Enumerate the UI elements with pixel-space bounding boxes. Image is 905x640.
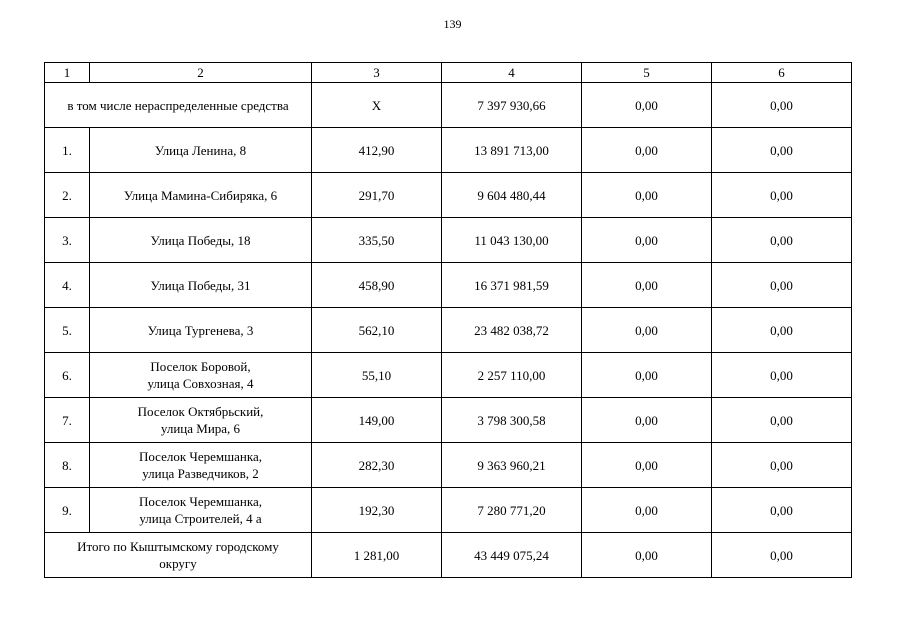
column-header: 2 bbox=[90, 63, 312, 83]
address-name: Поселок Октябрьский, улица Мира, 6 bbox=[90, 398, 312, 443]
col5-value: 0,00 bbox=[582, 308, 712, 353]
table-row bbox=[45, 488, 852, 533]
column-header: 5 bbox=[582, 63, 712, 83]
address-name: Поселок Боровой, улица Совхозная, 4 bbox=[90, 353, 312, 398]
amount-value: 23 482 038,72 bbox=[442, 308, 582, 353]
col5-value: 0,00 bbox=[582, 128, 712, 173]
area-value: 55,10 bbox=[312, 353, 442, 398]
amount-value: 13 891 713,00 bbox=[442, 128, 582, 173]
area-value: 412,90 bbox=[312, 128, 442, 173]
total-row bbox=[45, 533, 852, 578]
unallocated-col5: 0,00 bbox=[582, 83, 712, 128]
amount-value: 2 257 110,00 bbox=[442, 353, 582, 398]
table-row bbox=[45, 128, 852, 173]
area-value: 562,10 bbox=[312, 308, 442, 353]
row-number: 7. bbox=[45, 398, 90, 443]
col6-value: 0,00 bbox=[712, 173, 852, 218]
column-number-row bbox=[45, 63, 852, 83]
col6-value: 0,00 bbox=[712, 218, 852, 263]
table-row bbox=[45, 443, 852, 488]
col6-value: 0,00 bbox=[712, 443, 852, 488]
address-name: Улица Тургенева, 3 bbox=[90, 308, 312, 353]
unallocated-label: в том числе нераспределенные средства bbox=[45, 83, 312, 128]
col6-value: 0,00 bbox=[712, 308, 852, 353]
row-number: 4. bbox=[45, 263, 90, 308]
row-number: 2. bbox=[45, 173, 90, 218]
area-value: 192,30 bbox=[312, 488, 442, 533]
row-number: 5. bbox=[45, 308, 90, 353]
table-row bbox=[45, 398, 852, 443]
col5-value: 0,00 bbox=[582, 443, 712, 488]
address-name: Улица Мамина-Сибиряка, 6 bbox=[90, 173, 312, 218]
table-row bbox=[45, 308, 852, 353]
col6-value: 0,00 bbox=[712, 398, 852, 443]
total-amount: 43 449 075,24 bbox=[442, 533, 582, 578]
amount-value: 7 280 771,20 bbox=[442, 488, 582, 533]
total-area: 1 281,00 bbox=[312, 533, 442, 578]
table-row bbox=[45, 353, 852, 398]
area-value: 335,50 bbox=[312, 218, 442, 263]
column-header: 3 bbox=[312, 63, 442, 83]
column-header: 4 bbox=[442, 63, 582, 83]
area-value: 282,30 bbox=[312, 443, 442, 488]
amount-value: 9 363 960,21 bbox=[442, 443, 582, 488]
col6-value: 0,00 bbox=[712, 353, 852, 398]
data-table bbox=[44, 62, 852, 578]
col5-value: 0,00 bbox=[582, 263, 712, 308]
col5-value: 0,00 bbox=[582, 398, 712, 443]
total-label: Итого по Кыштымскому городскому округу bbox=[45, 533, 312, 578]
col5-value: 0,00 bbox=[582, 218, 712, 263]
table-row bbox=[45, 218, 852, 263]
page-number: 139 bbox=[443, 17, 462, 31]
unallocated-col3: Х bbox=[312, 83, 442, 128]
column-header: 1 bbox=[45, 63, 90, 83]
col6-value: 0,00 bbox=[712, 488, 852, 533]
unallocated-row bbox=[45, 83, 852, 128]
address-name: Улица Ленина, 8 bbox=[90, 128, 312, 173]
amount-value: 11 043 130,00 bbox=[442, 218, 582, 263]
total-col5: 0,00 bbox=[582, 533, 712, 578]
row-number: 1. bbox=[45, 128, 90, 173]
col6-value: 0,00 bbox=[712, 128, 852, 173]
col6-value: 0,00 bbox=[712, 263, 852, 308]
area-value: 458,90 bbox=[312, 263, 442, 308]
table-row bbox=[45, 263, 852, 308]
area-value: 149,00 bbox=[312, 398, 442, 443]
unallocated-amount: 7 397 930,66 bbox=[442, 83, 582, 128]
address-name: Улица Победы, 31 bbox=[90, 263, 312, 308]
col5-value: 0,00 bbox=[582, 488, 712, 533]
address-name: Поселок Черемшанка, улица Строителей, 4 а bbox=[90, 488, 312, 533]
amount-value: 9 604 480,44 bbox=[442, 173, 582, 218]
total-col6: 0,00 bbox=[712, 533, 852, 578]
address-name: Поселок Черемшанка, улица Разведчиков, 2 bbox=[90, 443, 312, 488]
row-number: 8. bbox=[45, 443, 90, 488]
col5-value: 0,00 bbox=[582, 173, 712, 218]
amount-value: 3 798 300,58 bbox=[442, 398, 582, 443]
area-value: 291,70 bbox=[312, 173, 442, 218]
row-number: 9. bbox=[45, 488, 90, 533]
row-number: 6. bbox=[45, 353, 90, 398]
row-number: 3. bbox=[45, 218, 90, 263]
amount-value: 16 371 981,59 bbox=[442, 263, 582, 308]
table-row bbox=[45, 173, 852, 218]
column-header: 6 bbox=[712, 63, 852, 83]
unallocated-col6: 0,00 bbox=[712, 83, 852, 128]
address-name: Улица Победы, 18 bbox=[90, 218, 312, 263]
col5-value: 0,00 bbox=[582, 353, 712, 398]
